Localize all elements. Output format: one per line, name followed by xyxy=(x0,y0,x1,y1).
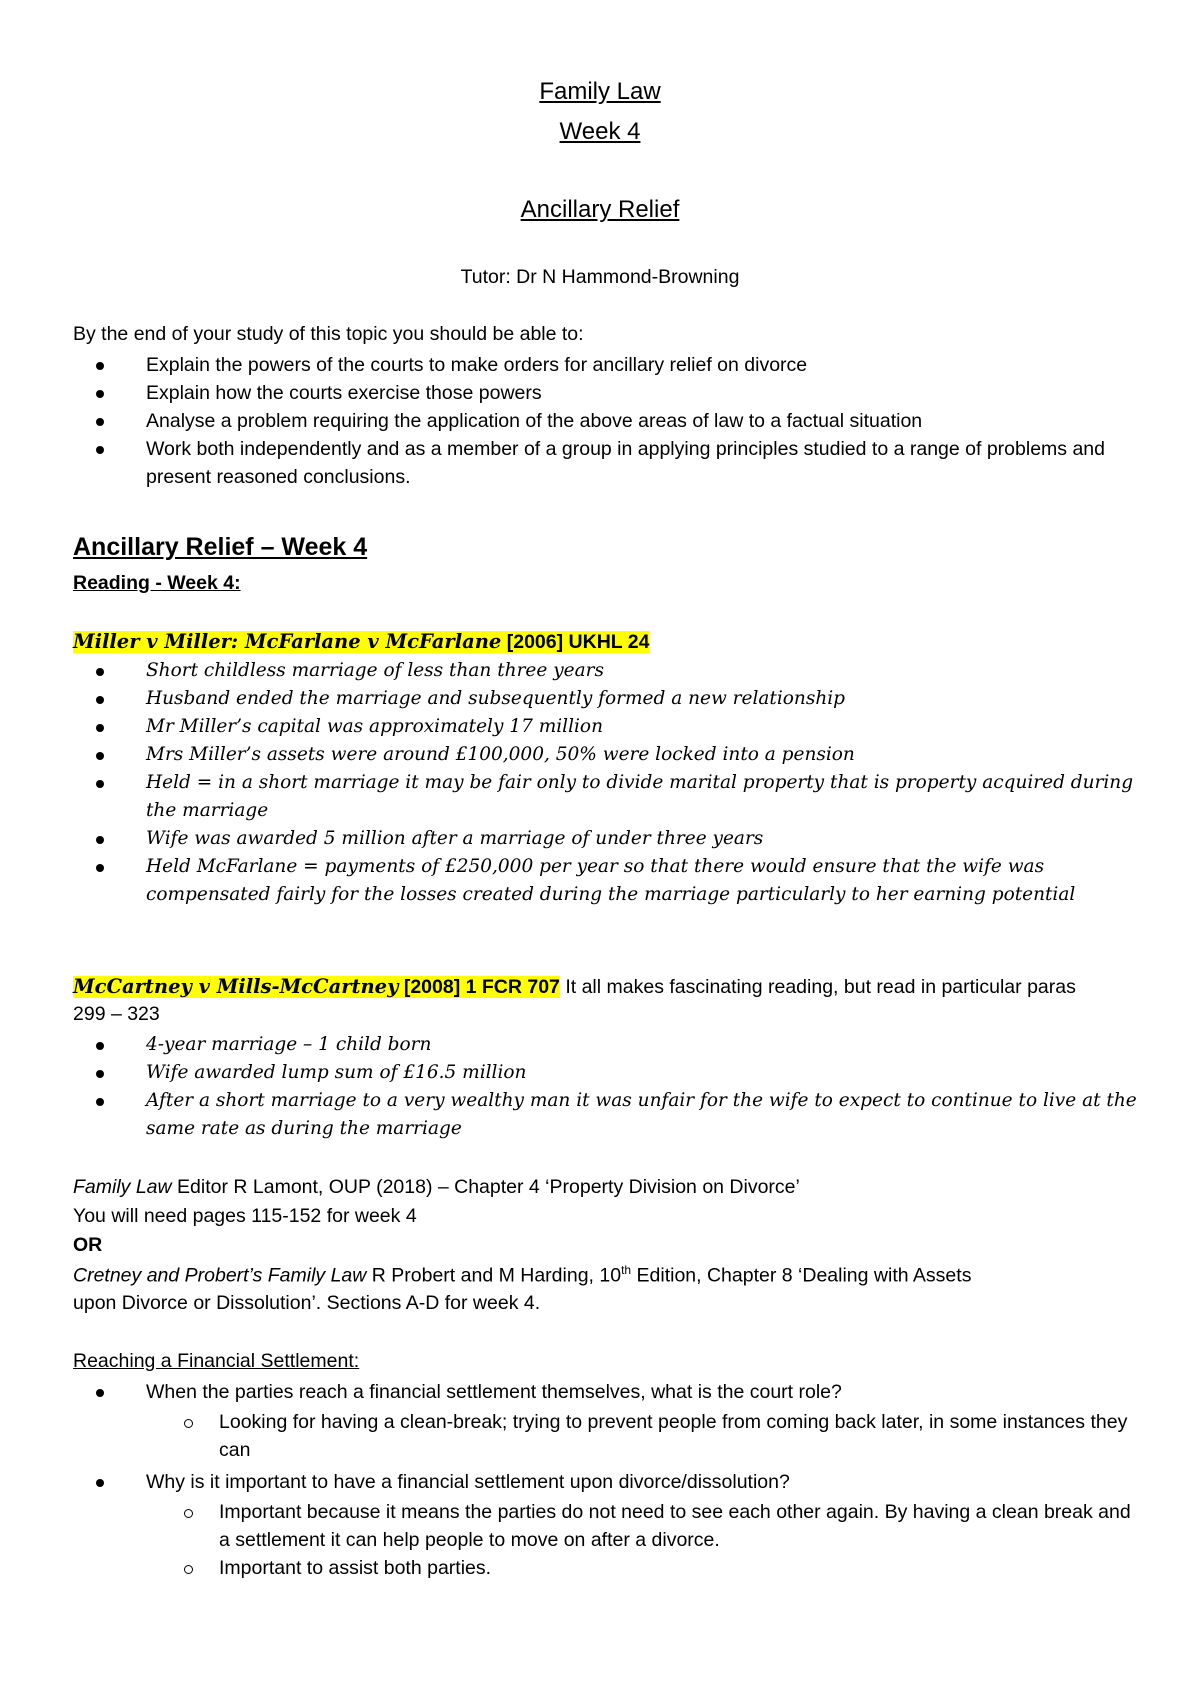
settlement-answer: Important because it means the parties do not need to see each other again. By having a clean break and a settlement it can help people to move on after a divorce. xyxy=(0,1498,1200,1554)
objectives-list xyxy=(0,351,1200,491)
case2-note-cont: 299 – 323 xyxy=(73,1003,160,1025)
book1-title: Family Law xyxy=(73,1176,172,1198)
settlement-answer: Looking for having a clean-break; trying to prevent people from coming back later, in some instances they can xyxy=(0,1408,1200,1464)
case2-points xyxy=(0,1031,1200,1143)
case1-point: Husband ended the marriage and subsequently formed a new relationship xyxy=(0,685,1200,713)
settlement-question: Why is it important to have a financial settlement upon divorce/dissolution? xyxy=(0,1468,1200,1496)
case2-point: 4-year marriage – 1 child born xyxy=(0,1031,1200,1059)
book1-line xyxy=(73,1176,800,1199)
objective-item: Explain how the courts exercise those powers xyxy=(0,379,1200,407)
case1-point: Mr Miller’s capital was approximately 17 million xyxy=(0,713,1200,741)
section-heading: Ancillary Relief – Week 4 xyxy=(73,533,368,561)
book1-pages: You will need pages 115-152 for week 4 xyxy=(73,1205,417,1227)
book2-line xyxy=(73,1263,971,1288)
week-title: Week 4 xyxy=(559,118,641,145)
case1-point: Wife was awarded 5 million after a marriage of under three years xyxy=(0,825,1200,853)
case1-heading xyxy=(73,630,649,654)
book2-title: Cretney and Probert’s Family Law xyxy=(73,1264,367,1287)
book1-rest: Editor R Lamont, OUP (2018) – Chapter 4 ‘Property Division on Divorce’ xyxy=(171,1176,800,1198)
or-label: OR xyxy=(73,1234,103,1256)
settlement-a2 xyxy=(0,1498,1200,1582)
case1-point: Short childless marriage of less than three years xyxy=(0,657,1200,685)
settlement-q2 xyxy=(0,1468,1200,1496)
objective-item: Work both independently and as a member of a group in applying principles studied to a range of problems and present reasoned conclusions. xyxy=(0,435,1200,491)
settlement-q1 xyxy=(0,1378,1200,1406)
tutor-line: Tutor: Dr N Hammond-Browning xyxy=(460,266,740,288)
settlement-answer: Important to assist both parties. xyxy=(0,1554,1200,1582)
case1-point: Mrs Miller’s assets were around £100,000, 50% were locked into a pension xyxy=(0,741,1200,769)
objectives-intro: By the end of your study of this topic you should be able to: xyxy=(73,323,584,345)
case1-citation: [2006] UKHL 24 xyxy=(501,631,650,653)
case1-point: Held McFarlane = payments of £250,000 per year so that there would ensure that the wife was compensated fairly for the losses created during the marriage particularly to her earning potential xyxy=(0,853,1200,909)
book2-rest-a: R Probert and M Harding, 10 xyxy=(366,1264,622,1287)
objective-item: Explain the powers of the courts to make orders for ancillary relief on divorce xyxy=(0,351,1200,379)
case1-name: Miller v Miller: McFarlane v McFarlane xyxy=(73,630,502,653)
settlement-a1 xyxy=(0,1408,1200,1464)
case2-citation: [2008] 1 FCR 707 xyxy=(398,976,560,998)
case1-points xyxy=(0,657,1200,909)
course-title: Family Law xyxy=(539,78,661,105)
objective-item: Analyse a problem requiring the application of the above areas of law to a factual situation xyxy=(0,407,1200,435)
book2-sup: th xyxy=(621,1263,632,1277)
case2-heading xyxy=(73,975,1076,999)
case2-name: McCartney v Mills-McCartney xyxy=(73,975,399,998)
settlement-heading: Reaching a Financial Settlement: xyxy=(73,1350,360,1372)
case2-note: It all makes fascinating reading, but read in particular paras xyxy=(559,976,1076,998)
book2-rest-b: Edition, Chapter 8 ‘Dealing with Assets xyxy=(631,1264,972,1287)
topic-title: Ancillary Relief xyxy=(520,196,680,223)
case1-point: Held = in a short marriage it may be fair only to divide marital property that is property acquired during the marriage xyxy=(0,769,1200,825)
case2-point: After a short marriage to a very wealthy man it was unfair for the wife to expect to continue to live at the same rate as during the marriage xyxy=(0,1087,1200,1143)
book2-line2: upon Divorce or Dissolution’. Sections A-D for week 4. xyxy=(73,1292,541,1314)
settlement-question: When the parties reach a financial settlement themselves, what is the court role? xyxy=(0,1378,1200,1406)
reading-label: Reading - Week 4: xyxy=(73,572,241,594)
case2-point: Wife awarded lump sum of £16.5 million xyxy=(0,1059,1200,1087)
